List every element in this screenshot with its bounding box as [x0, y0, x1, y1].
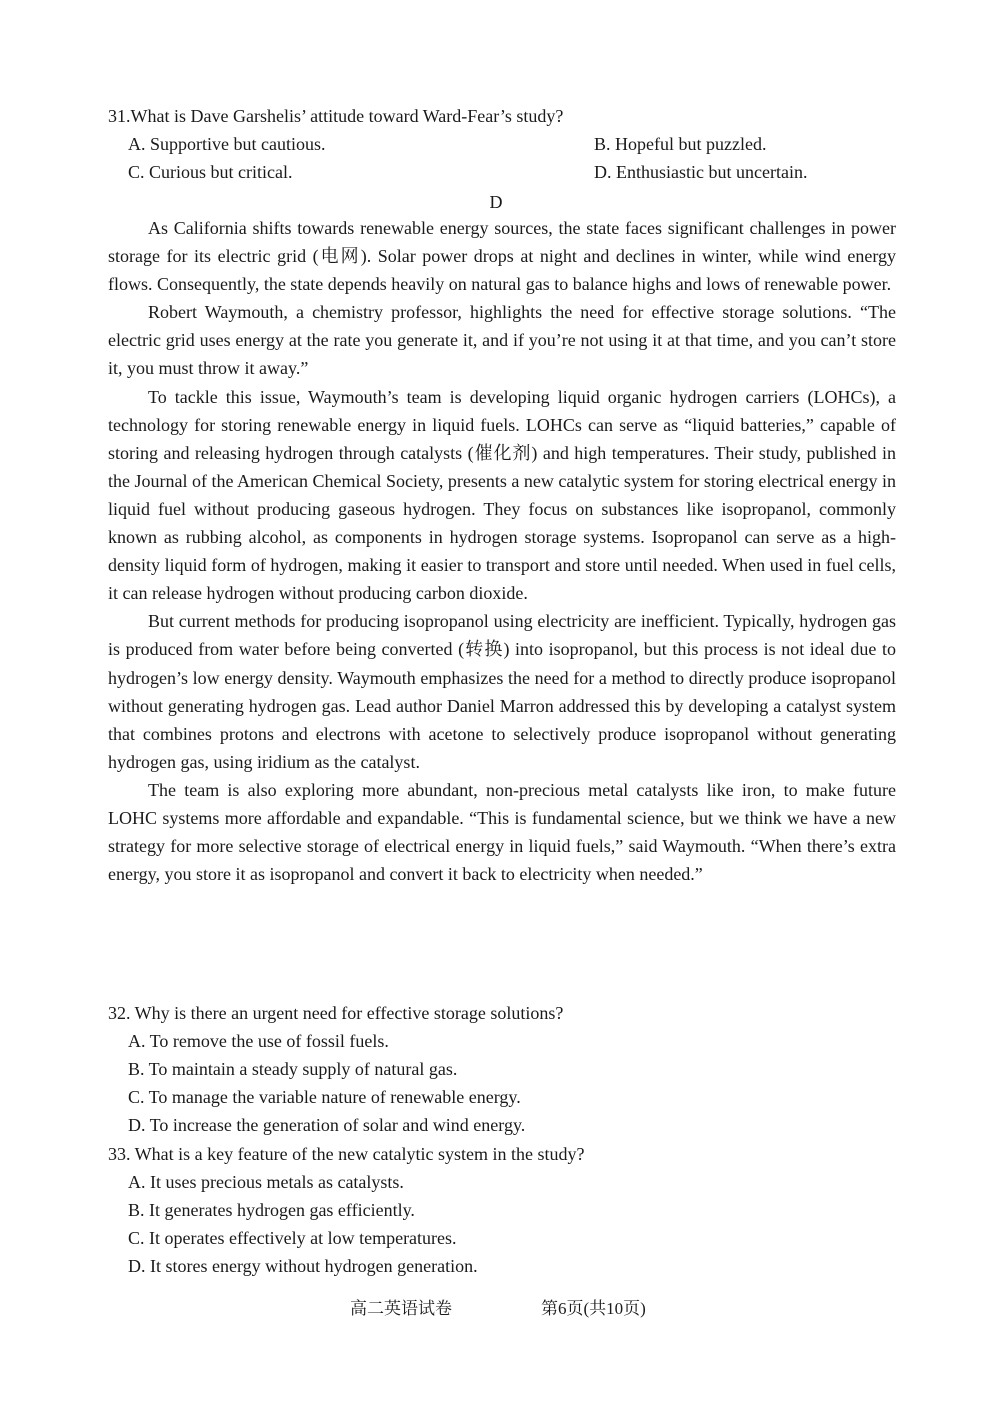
q31-option-a: A. Supportive but cautious. [128, 134, 326, 154]
passage-paragraph: But current methods for producing isopropanol using electricity are inefficient. Typically, hydrogen gas is produced from water before being converted (转换) into isopropanol, but this process is not ideal due to hydrogen’s low energy density. Waymouth emphasizes the need for a method to directly produce isopropanol without generating hydrogen gas. Lead author Daniel Marron addressed this by developing a catalyst system that combines protons and electrons with acetone to selectively produce isopropanol without generating hydrogen gas, using iridium as the catalyst. [108, 611, 896, 772]
q32-option-c: C. To manage the variable nature of renewable energy. [128, 1087, 521, 1107]
q33-option-d: D. It stores energy without hydrogen generation. [128, 1256, 478, 1276]
question-33: 33. What is a key feature of the new catalytic system in the study? [108, 1144, 585, 1164]
reading-passage [108, 214, 896, 888]
question-31: 31.What is Dave Garshelis’ attitude toward Ward-Fear’s study? [108, 106, 564, 126]
q33-option-b: B. It generates hydrogen gas efficiently. [128, 1200, 415, 1220]
q31-option-b: B. Hopeful but puzzled. [594, 134, 767, 154]
q32-option-a: A. To remove the use of fossil fuels. [128, 1031, 389, 1051]
q33-option-c: C. It operates effectively at low temperatures. [128, 1228, 457, 1248]
q31-option-d: D. Enthusiastic but uncertain. [594, 162, 808, 182]
passage-paragraph: To tackle this issue, Waymouth’s team is developing liquid organic hydrogen carriers (LOHCs), a technology for storing renewable energy in liquid fuels. LOHCs can serve as “liquid batteries,” capable of storing and releasing hydrogen through catalysts (催化剂) and high temperatures. Their study, published in the Journal of the American Chemical Society, presents a new catalytic system for storing electrical energy in liquid fuel without producing gaseous hydrogen. They focus on substances like isopropanol, commonly known as rubbing alcohol, as components in hydrogen storage systems. Isopropanol can serve as a high-density liquid form of hydrogen, making it easier to transport and store until needed. When used in fuel cells, it can release hydrogen without producing carbon dioxide. [108, 386, 896, 604]
footer-exam-name: 高二英语试卷 [350, 1299, 452, 1318]
passage-paragraph: The team is also exploring more abundant, non-precious metal catalysts like iron, to make future LOHC systems more affordable and expandable. “This is fundamental science, but we think we have a new strategy for more selective storage of electrical energy in liquid fuels,” said Waymouth. “When there’s extra energy, you store it as isopropanol and convert it back to electricity when needed.” [108, 779, 896, 885]
question-32: 32. Why is there an urgent need for effective storage solutions? [108, 1003, 564, 1023]
q33-option-a: A. It uses precious metals as catalysts. [128, 1172, 404, 1192]
footer-page-info: 第6页(共10页) [541, 1299, 646, 1318]
section-letter: D [489, 192, 503, 212]
q32-option-b: B. To maintain a steady supply of natural gas. [128, 1059, 458, 1079]
q31-option-c: C. Curious but critical. [128, 162, 293, 182]
q32-option-d: D. To increase the generation of solar and wind energy. [128, 1115, 526, 1135]
passage-paragraph: Robert Waymouth, a chemistry professor, highlights the need for effective storage solutions. “The electric grid uses energy at the rate you generate it, and if you’re not using it at that time, and you can’t store it, you must throw it away.” [108, 302, 896, 379]
passage-paragraph: As California shifts towards renewable energy sources, the state faces significant challenges in power storage for its electric grid (电网). Solar power drops at night and declines in winter, while wind energy flows. Consequently, the state depends heavily on natural gas to balance highs and lows of renewable power. [108, 218, 896, 295]
